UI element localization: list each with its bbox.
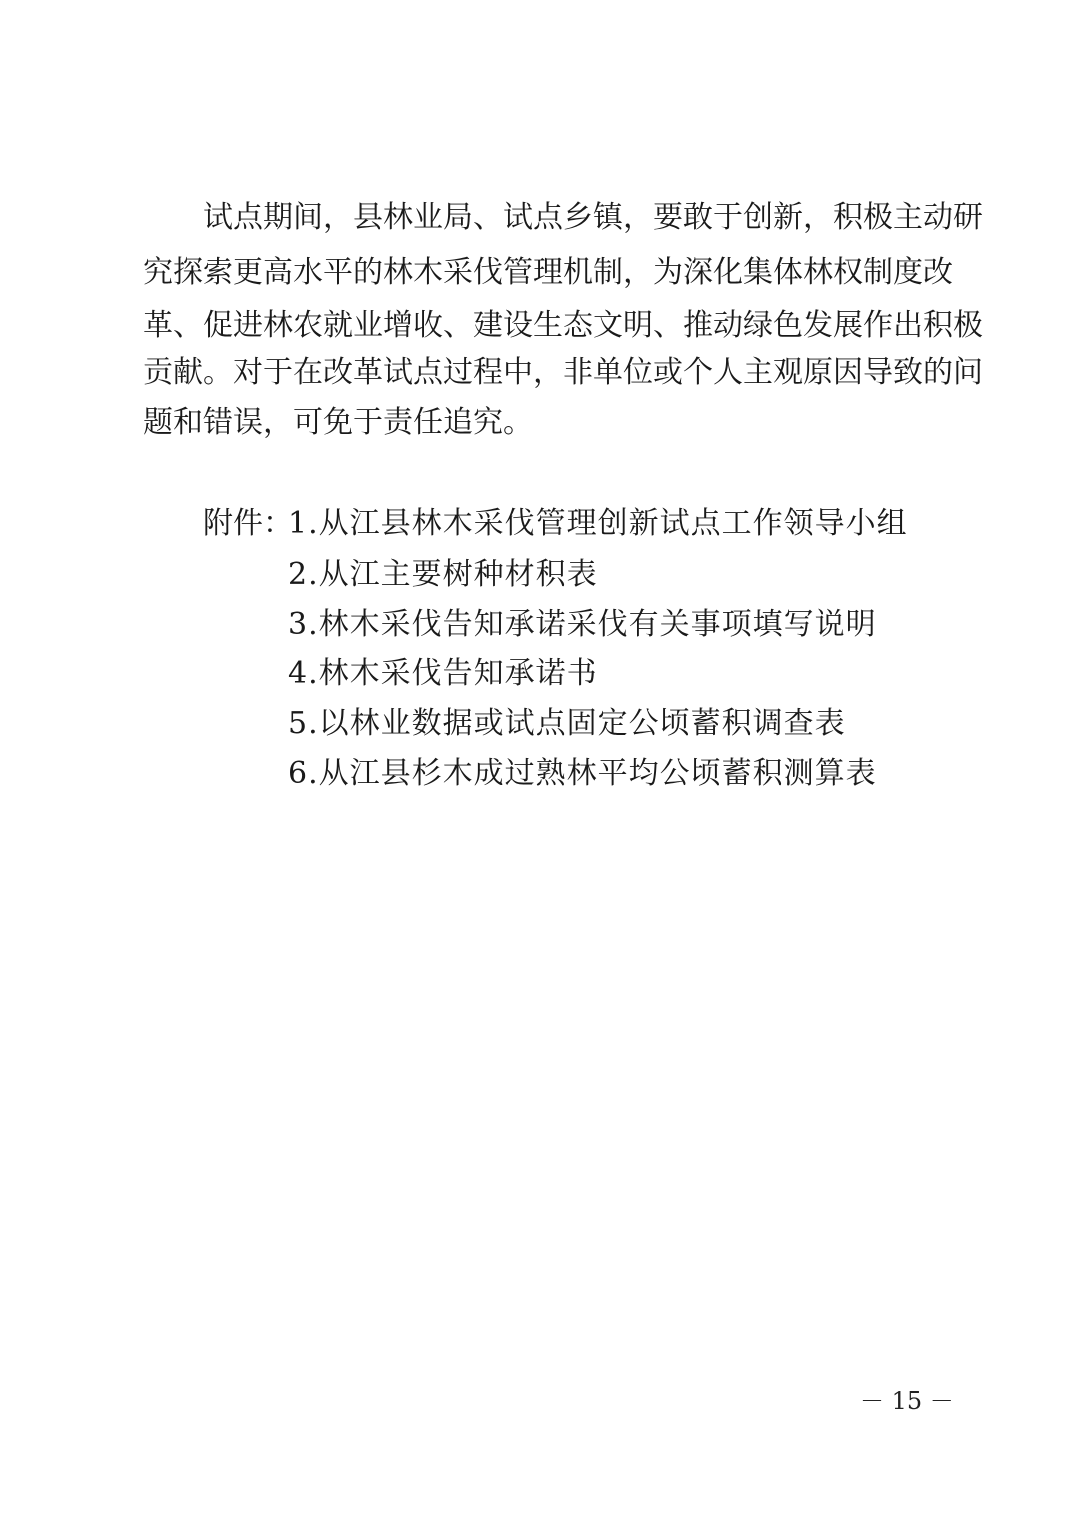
attachment-item-2: 2.从江主要树种材积表 (288, 557, 598, 592)
attachments-label: 附件： (203, 506, 293, 541)
paragraph-line-2: 究探索更高水平的林木采伐管理机制，为深化集体林权制度改 (143, 255, 953, 290)
paragraph-line-4: 贡献。对于在改革试点过程中，非单位或个人主观原因导致的问 (143, 355, 983, 390)
attachment-item-5: 5.以林业数据或试点固定公顷蓄积调查表 (288, 706, 846, 741)
page-number: － 15 － (860, 1387, 954, 1415)
paragraph-line-5: 题和错误，可免于责任追究。 (143, 405, 533, 440)
attachment-item-1: 1.从江县林木采伐管理创新试点工作领导小组 (288, 506, 908, 541)
attachment-item-6: 6.从江县杉木成过熟林平均公顷蓄积测算表 (288, 756, 877, 791)
paragraph-line-1: 试点期间，县林业局、试点乡镇，要敢于创新，积极主动研 (143, 200, 983, 235)
attachment-item-3: 3.林木采伐告知承诺采伐有关事项填写说明 (288, 607, 877, 642)
paragraph-line-3: 革、促进林农就业增收、建设生态文明、推动绿色发展作出积极 (143, 308, 983, 343)
attachment-item-4: 4.林木采伐告知承诺书 (288, 656, 598, 691)
